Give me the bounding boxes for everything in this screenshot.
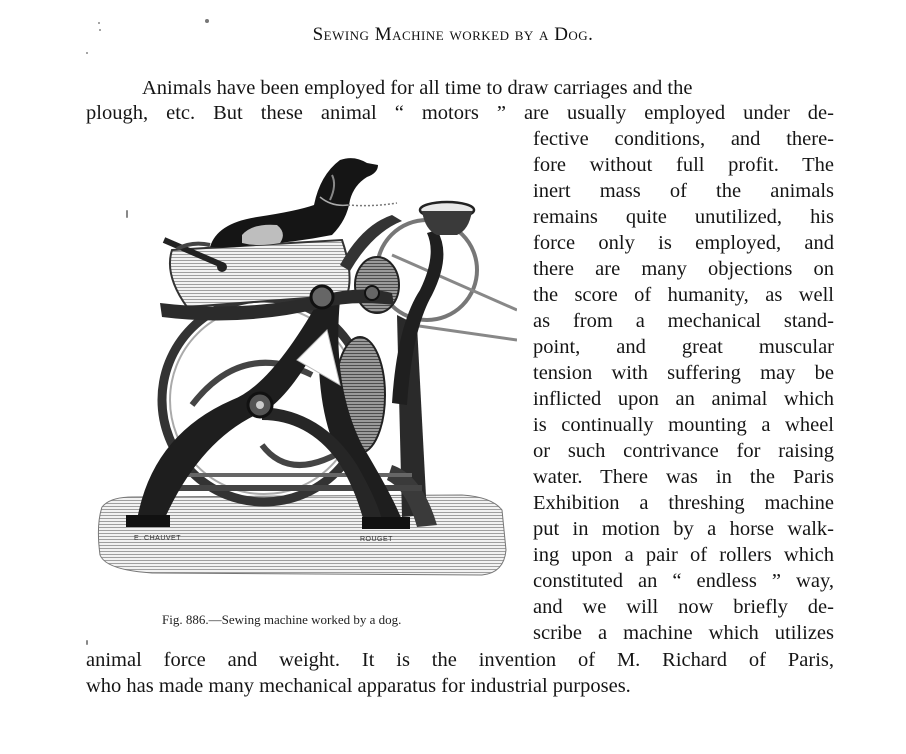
scan-speck (99, 29, 101, 31)
scan-speck (86, 640, 88, 645)
figure-illustration (92, 145, 517, 600)
engraver-signature-left: E. CHAUVET (134, 535, 182, 542)
paragraph-line: constituted an “ endless ” way, (533, 570, 834, 592)
engraver-signature-right: ROUGET (360, 536, 393, 543)
paragraph-line: force only is employed, and (533, 232, 834, 254)
paragraph-line: ing upon a pair of rollers which (533, 544, 834, 566)
paragraph-line: is continually mounting a wheel (533, 414, 834, 436)
paragraph-line: the score of humanity, as well (533, 284, 834, 306)
paragraph-line: remains quite unutilized, his (533, 206, 834, 228)
scan-speck (126, 210, 128, 218)
paragraph-line: inflicted upon an animal which (533, 388, 834, 410)
scan-speck (86, 52, 88, 54)
page-title: Sewing Machine worked by a Dog. (312, 24, 594, 45)
scan-speck (98, 22, 100, 24)
paragraph-line: there are many objections on (533, 258, 834, 280)
paragraph-line: plough, etc. But these animal “ motors ” are usually employed under de- (86, 102, 834, 124)
paragraph-line: point, and great muscular (533, 336, 834, 358)
paragraph-line: Exhibition a threshing machine (533, 492, 834, 514)
paragraph-line: Animals have been employed for all time to draw carriages and the (142, 77, 693, 99)
paragraph-line: and we will now briefly de- (533, 596, 834, 618)
paragraph-line: fective conditions, and there- (533, 128, 834, 150)
paragraph-line: animal force and weight. It is the invention of M. Richard of Paris, (86, 649, 834, 671)
paragraph-line: inert mass of the animals (533, 180, 834, 202)
figure-caption: Fig. 886.—Sewing machine worked by a dog. (162, 612, 402, 627)
paragraph-line: as from a mechanical stand- (533, 310, 834, 332)
paragraph-line: put in motion by a horse walk- (533, 518, 834, 540)
paragraph-line: fore without full profit. The (533, 154, 834, 176)
paragraph-line: or such contrivance for raising (533, 440, 834, 462)
paragraph-line: who has made many mechanical apparatus for industrial purposes. (86, 675, 631, 697)
paragraph-line: water. There was in the Paris (533, 466, 834, 488)
scan-speck (205, 19, 209, 23)
paragraph-line: scribe a machine which utilizes (533, 622, 834, 644)
paragraph-line: tension with suffering may be (533, 362, 834, 384)
